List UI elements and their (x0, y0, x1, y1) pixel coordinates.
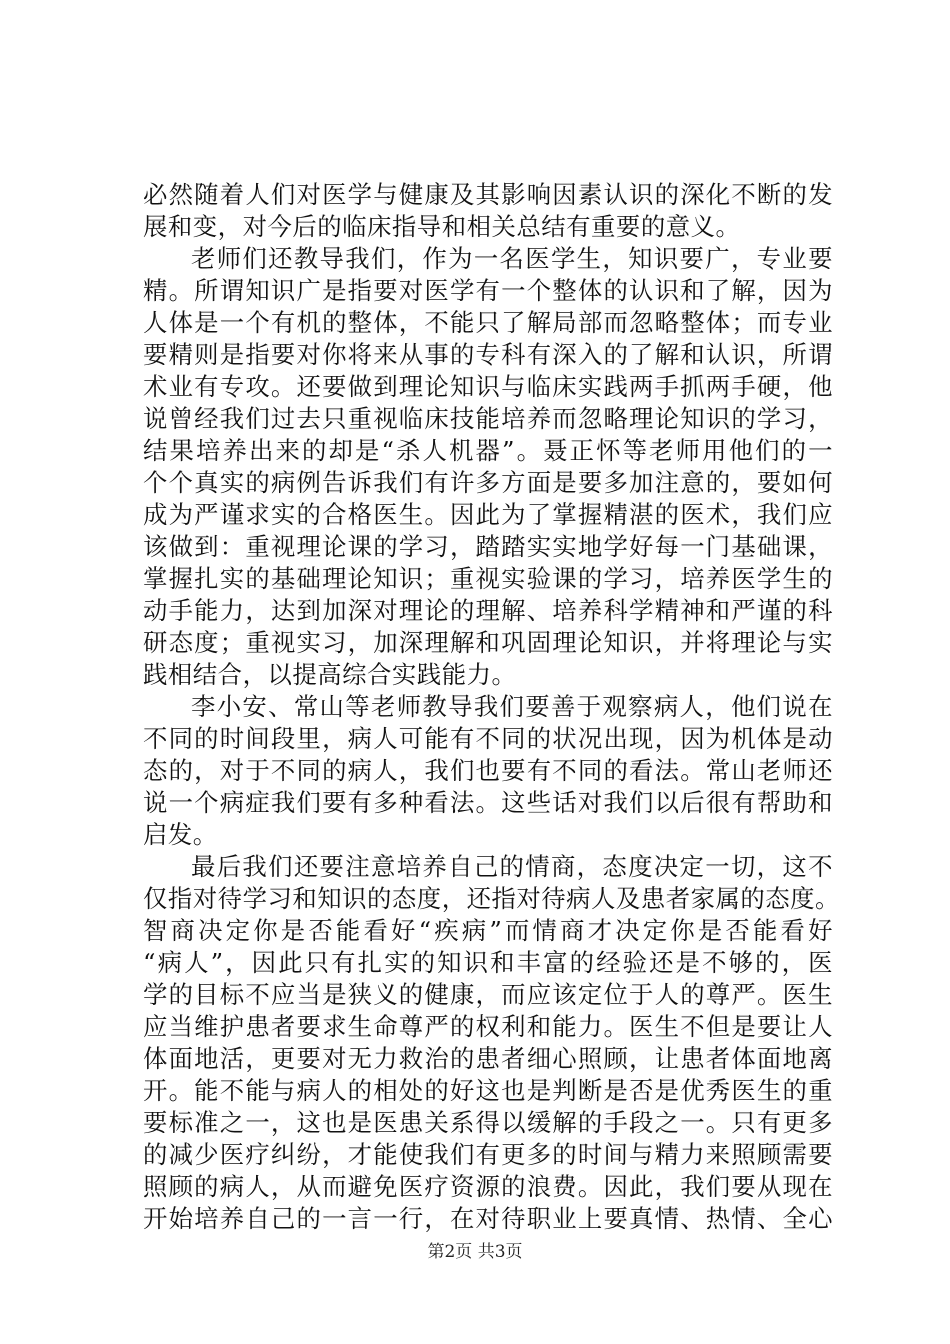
text-line: 开始培养自己的一言一行，在对待职业上要真情、热情、全心 (143, 1204, 833, 1233)
text-line: 动手能力，达到加深对理论的理解、培养科学精神和严谨的科 (143, 596, 833, 625)
text-line: 启发。 (143, 820, 218, 849)
text-line: 精。所谓知识广是指要对医学有一个整体的认识和了解，因为 (143, 276, 833, 305)
body-text (143, 179, 840, 1235)
text-line: 要精则是指要对你将来从事的专科有深入的了解和认识，所谓 (143, 340, 833, 369)
text-line: 研态度；重视实习，加深理解和巩固理论知识，并将理论与实 (143, 628, 833, 657)
text-line: 仅指对待学习和知识的态度，还指对待病人及患者家属的态度。 (143, 884, 840, 913)
text-line: 掌握扎实的基础理论知识；重视实验课的学习，培养医学生的 (143, 564, 833, 593)
text-line: 的减少医疗纠纷，才能使我们有更多的时间与精力来照顾需要 (143, 1140, 833, 1169)
text-line: 智商决定你是否能看好“疾病”而情商才决定你是否能看好 (143, 916, 833, 945)
text-line: 展和变，对今后的临床指导和相关总结有重要的意义。 (143, 212, 741, 241)
text-line: 要标准之一，这也是医患关系得以缓解的手段之一。只有更多 (143, 1108, 833, 1137)
text-line: 必然随着人们对医学与健康及其影响因素认识的深化不断的发 (143, 180, 833, 209)
text-line: 成为严谨求实的合格医生。因此为了掌握精湛的医术，我们应 (143, 500, 833, 529)
text-line: 该做到：重视理论课的学习，踏踏实实地学好每一门基础课， (143, 532, 833, 561)
page-footer: 第2页 共3页 (427, 1242, 523, 1262)
text-line: 人体是一个有机的整体，不能只了解局部而忽略整体；而专业 (143, 308, 833, 337)
text-line: 老师们还教导我们，作为一名医学生，知识要广，专业要 (191, 244, 833, 273)
text-line: 李小安、常山等老师教导我们要善于观察病人，他们说在 (191, 692, 833, 721)
text-line: 应当维护患者要求生命尊严的权利和能力。医生不但是要让人 (143, 1012, 833, 1041)
text-line: 最后我们还要注意培养自己的情商，态度决定一切，这不 (191, 852, 833, 881)
text-line: 说曾经我们过去只重视临床技能培养而忽略理论知识的学习， (143, 404, 833, 433)
text-line: 开。能不能与病人的相处的好这也是判断是否是优秀医生的重 (143, 1076, 833, 1105)
text-line: 术业有专攻。还要做到理论知识与临床实践两手抓两手硬，他 (143, 372, 833, 401)
text-line: 个个真实的病例告诉我们有许多方面是要多加注意的，要如何 (143, 468, 833, 497)
text-line: 体面地活，更要对无力救治的患者细心照顾，让患者体面地离 (143, 1044, 833, 1073)
text-line: 不同的时间段里，病人可能有不同的状况出现，因为机体是动 (143, 724, 833, 753)
text-line: 学的目标不应当是狭义的健康，而应该定位于人的尊严。医生 (143, 980, 833, 1009)
text-line: 照顾的病人，从而避免医疗资源的浪费。因此，我们要从现在 (143, 1172, 833, 1201)
text-line: 践相结合，以提高综合实践能力。 (143, 660, 517, 689)
text-line: 结果培养出来的却是“杀人机器”。聂正怀等老师用他们的一 (143, 436, 833, 465)
text-line: “病人”，因此只有扎实的知识和丰富的经验还是不够的，医 (143, 948, 833, 977)
text-line: 态的，对于不同的病人，我们也要有不同的看法。常山老师还 (143, 756, 833, 785)
text-line: 说一个病症我们要有多种看法。这些话对我们以后很有帮助和 (143, 788, 833, 817)
